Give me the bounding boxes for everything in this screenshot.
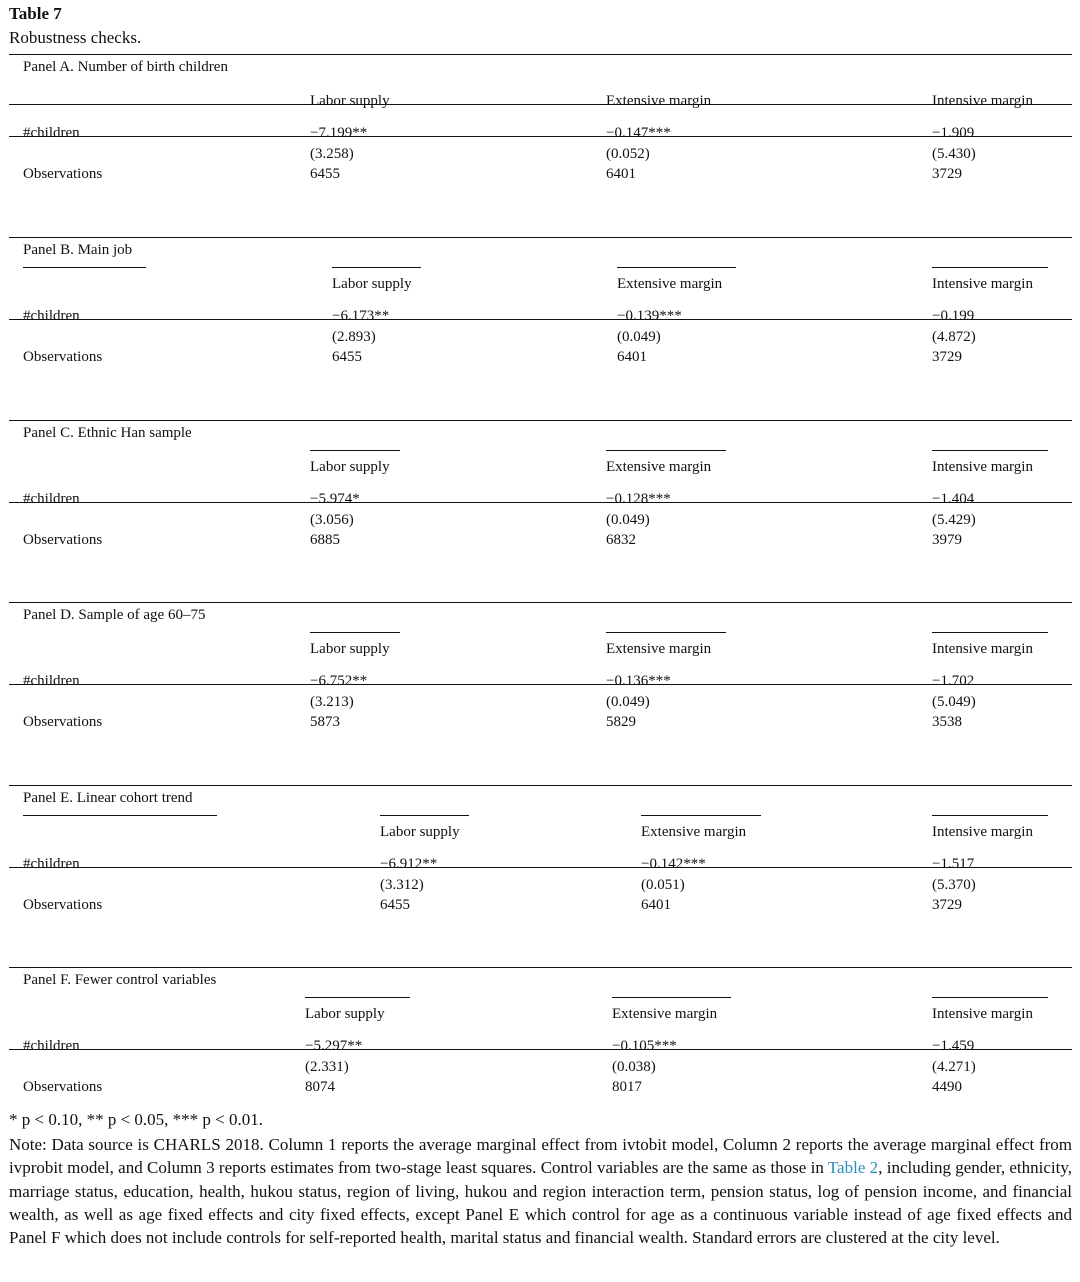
row-label-children: #children bbox=[23, 308, 80, 324]
coefficient-cell: −1.404 bbox=[932, 491, 975, 507]
observations-cell: 5829 bbox=[606, 714, 636, 730]
observations-cell: 3538 bbox=[932, 714, 962, 730]
panel bbox=[9, 237, 1072, 420]
row-label-observations: Observations bbox=[23, 532, 103, 548]
column-header: Intensive margin bbox=[932, 93, 1033, 109]
coefficient-cell: −5.974* bbox=[310, 491, 360, 507]
observations-cell: 6455 bbox=[380, 897, 410, 913]
observations-cell: 4490 bbox=[932, 1079, 962, 1095]
observations-cell: 5873 bbox=[310, 714, 340, 730]
panel-top-rule bbox=[9, 420, 1072, 421]
column-header-rule bbox=[606, 450, 726, 451]
coefficient-cell: −1.909 bbox=[932, 125, 975, 141]
column-header: Intensive margin bbox=[932, 824, 1033, 840]
standard-error-cell: (5.429) bbox=[932, 512, 976, 528]
column-header-bottom-rule bbox=[9, 319, 1072, 320]
panel-title: Panel B. Main job bbox=[23, 242, 133, 258]
column-header-bottom-rule bbox=[9, 502, 1072, 503]
row-label-observations: Observations bbox=[23, 349, 103, 365]
coefficient-cell: −6.752** bbox=[310, 673, 368, 689]
column-header-rule bbox=[641, 815, 761, 816]
panel-title: Panel D. Sample of age 60–75 bbox=[23, 607, 206, 623]
standard-error-cell: (5.049) bbox=[932, 694, 976, 710]
column-header-rule bbox=[305, 997, 410, 998]
row-label-observations: Observations bbox=[23, 897, 103, 913]
coefficient-cell: −0.105*** bbox=[612, 1038, 677, 1054]
significance-footnote: * p < 0.10, ** p < 0.05, *** p < 0.01. bbox=[9, 1110, 264, 1129]
standard-error-cell: (0.052) bbox=[606, 146, 650, 162]
coefficient-cell: −7.199** bbox=[310, 125, 368, 141]
observations-cell: 6401 bbox=[606, 166, 636, 182]
column-header: Labor supply bbox=[380, 824, 460, 840]
standard-error-cell: (0.049) bbox=[617, 329, 661, 345]
column-header-rule bbox=[332, 267, 421, 268]
coefficient-cell: −1.702 bbox=[932, 673, 975, 689]
coefficient-cell: −0.147*** bbox=[606, 125, 671, 141]
column-header: Labor supply bbox=[305, 1006, 385, 1022]
panel-title-underline bbox=[23, 267, 146, 268]
row-label-children: #children bbox=[23, 1038, 80, 1054]
observations-cell: 6401 bbox=[617, 349, 647, 365]
coefficient-cell: −0.128*** bbox=[606, 491, 671, 507]
column-header-bottom-rule bbox=[9, 1049, 1072, 1050]
panel-top-rule bbox=[9, 54, 1072, 55]
column-header-bottom-rule bbox=[9, 136, 1072, 137]
row-label-children: #children bbox=[23, 856, 80, 872]
column-header-bottom-rule bbox=[9, 684, 1072, 685]
observations-cell: 6455 bbox=[332, 349, 362, 365]
row-label-observations: Observations bbox=[23, 166, 103, 182]
standard-error-cell: (4.271) bbox=[932, 1059, 976, 1075]
column-header-rule bbox=[932, 815, 1048, 816]
column-header-rule bbox=[932, 632, 1048, 633]
coefficient-cell: −0.136*** bbox=[606, 673, 671, 689]
column-header-rule bbox=[932, 450, 1048, 451]
panel-top-rule bbox=[9, 785, 1072, 786]
panel bbox=[9, 602, 1072, 785]
observations-cell: 8074 bbox=[305, 1079, 335, 1095]
observations-cell: 3729 bbox=[932, 897, 962, 913]
standard-error-cell: (0.038) bbox=[612, 1059, 656, 1075]
column-header: Labor supply bbox=[310, 459, 390, 475]
coefficient-cell: −1.459 bbox=[932, 1038, 975, 1054]
coefficient-cell: −0.199 bbox=[932, 308, 975, 324]
standard-error-cell: (4.872) bbox=[932, 329, 976, 345]
column-header: Extensive margin bbox=[641, 824, 747, 840]
standard-error-cell: (2.331) bbox=[305, 1059, 349, 1075]
panel-top-rule bbox=[9, 967, 1072, 968]
standard-error-cell: (0.051) bbox=[641, 877, 685, 893]
column-header: Extensive margin bbox=[617, 276, 723, 292]
coefficient-cell: −5.297** bbox=[305, 1038, 363, 1054]
panel-top-rule bbox=[9, 602, 1072, 603]
panel-top-rule bbox=[9, 237, 1072, 238]
coefficient-cell: −6.912** bbox=[380, 856, 438, 872]
standard-error-cell: (0.049) bbox=[606, 512, 650, 528]
column-header-rule bbox=[612, 997, 731, 998]
panel-title: Panel A. Number of birth children bbox=[23, 59, 228, 75]
observations-cell: 8017 bbox=[612, 1079, 642, 1095]
column-header: Labor supply bbox=[310, 93, 390, 109]
column-header-rule bbox=[617, 267, 736, 268]
note-text-end: , including gender, ethnicity, marriage status, education, health, hukou status, region of living, hukou and region interaction term, pension status, log of pension income, and financial wealth, as well as age fixed effects and city fixed effects, except Panel E which control for age as a continuous variable instead of age fixed effects and Panel F which does not include controls for self-reported health, marital status and financial wealth. Standard errors are clustered at the city level. bbox=[9, 1158, 1073, 1248]
column-header: Intensive margin bbox=[932, 641, 1033, 657]
row-label-observations: Observations bbox=[23, 1079, 103, 1095]
standard-error-cell: (3.312) bbox=[380, 877, 424, 893]
panel-title: Panel C. Ethnic Han sample bbox=[23, 425, 192, 441]
coefficient-cell: −6.173** bbox=[332, 308, 390, 324]
column-header: Intensive margin bbox=[932, 459, 1033, 475]
table-note bbox=[9, 1133, 1072, 1249]
column-header: Labor supply bbox=[332, 276, 412, 292]
column-header: Intensive margin bbox=[932, 276, 1033, 292]
panel-title: Panel E. Linear cohort trend bbox=[23, 790, 193, 806]
observations-cell: 6832 bbox=[606, 532, 636, 548]
column-header-rule bbox=[932, 997, 1048, 998]
standard-error-cell: (3.056) bbox=[310, 512, 354, 528]
panel bbox=[9, 785, 1072, 968]
observations-cell: 6885 bbox=[310, 532, 340, 548]
column-header-rule bbox=[310, 450, 400, 451]
standard-error-cell: (2.893) bbox=[332, 329, 376, 345]
standard-error-cell: (3.213) bbox=[310, 694, 354, 710]
coefficient-cell: −0.139*** bbox=[617, 308, 682, 324]
panel-title: Panel F. Fewer control variables bbox=[23, 972, 217, 988]
coefficient-cell: −0.142*** bbox=[641, 856, 706, 872]
column-header-rule bbox=[932, 267, 1048, 268]
column-header-rule bbox=[310, 632, 400, 633]
column-header: Extensive margin bbox=[612, 1006, 718, 1022]
standard-error-cell: (5.370) bbox=[932, 877, 976, 893]
column-header-rule bbox=[380, 815, 469, 816]
table-caption: Robustness checks. bbox=[9, 28, 142, 47]
observations-cell: 3729 bbox=[932, 166, 962, 182]
column-header: Extensive margin bbox=[606, 93, 712, 109]
observations-cell: 6401 bbox=[641, 897, 671, 913]
panel bbox=[9, 420, 1072, 603]
column-header-rule bbox=[606, 632, 726, 633]
panel-header-rule bbox=[9, 104, 1072, 105]
note-text-start: Note: Data source is CHARLS 2018. Column 1 reports the average marginal effect from ivtobit model, Column 2 reports the average marginal effect from ivprobit model, and Column 3 reports estimates from two-stage least squares. Control variables are the same as those in bbox=[9, 1135, 1072, 1178]
coefficient-cell: −1.517 bbox=[932, 856, 975, 872]
column-header-bottom-rule bbox=[9, 867, 1072, 868]
observations-cell: 3979 bbox=[932, 532, 962, 548]
row-label-observations: Observations bbox=[23, 714, 103, 730]
observations-cell: 3729 bbox=[932, 349, 962, 365]
panel-title-underline bbox=[23, 815, 217, 816]
row-label-children: #children bbox=[23, 673, 80, 689]
table-2-link[interactable]: Table 2 bbox=[827, 1158, 879, 1178]
standard-error-cell: (5.430) bbox=[932, 146, 976, 162]
standard-error-cell: (3.258) bbox=[310, 146, 354, 162]
column-header: Labor supply bbox=[310, 641, 390, 657]
column-header: Extensive margin bbox=[606, 641, 712, 657]
standard-error-cell: (0.049) bbox=[606, 694, 650, 710]
row-label-children: #children bbox=[23, 125, 80, 141]
row-label-children: #children bbox=[23, 491, 80, 507]
column-header: Extensive margin bbox=[606, 459, 712, 475]
panel bbox=[9, 54, 1072, 237]
table-label: Table 7 bbox=[9, 4, 62, 23]
column-header: Intensive margin bbox=[932, 1006, 1033, 1022]
observations-cell: 6455 bbox=[310, 166, 340, 182]
